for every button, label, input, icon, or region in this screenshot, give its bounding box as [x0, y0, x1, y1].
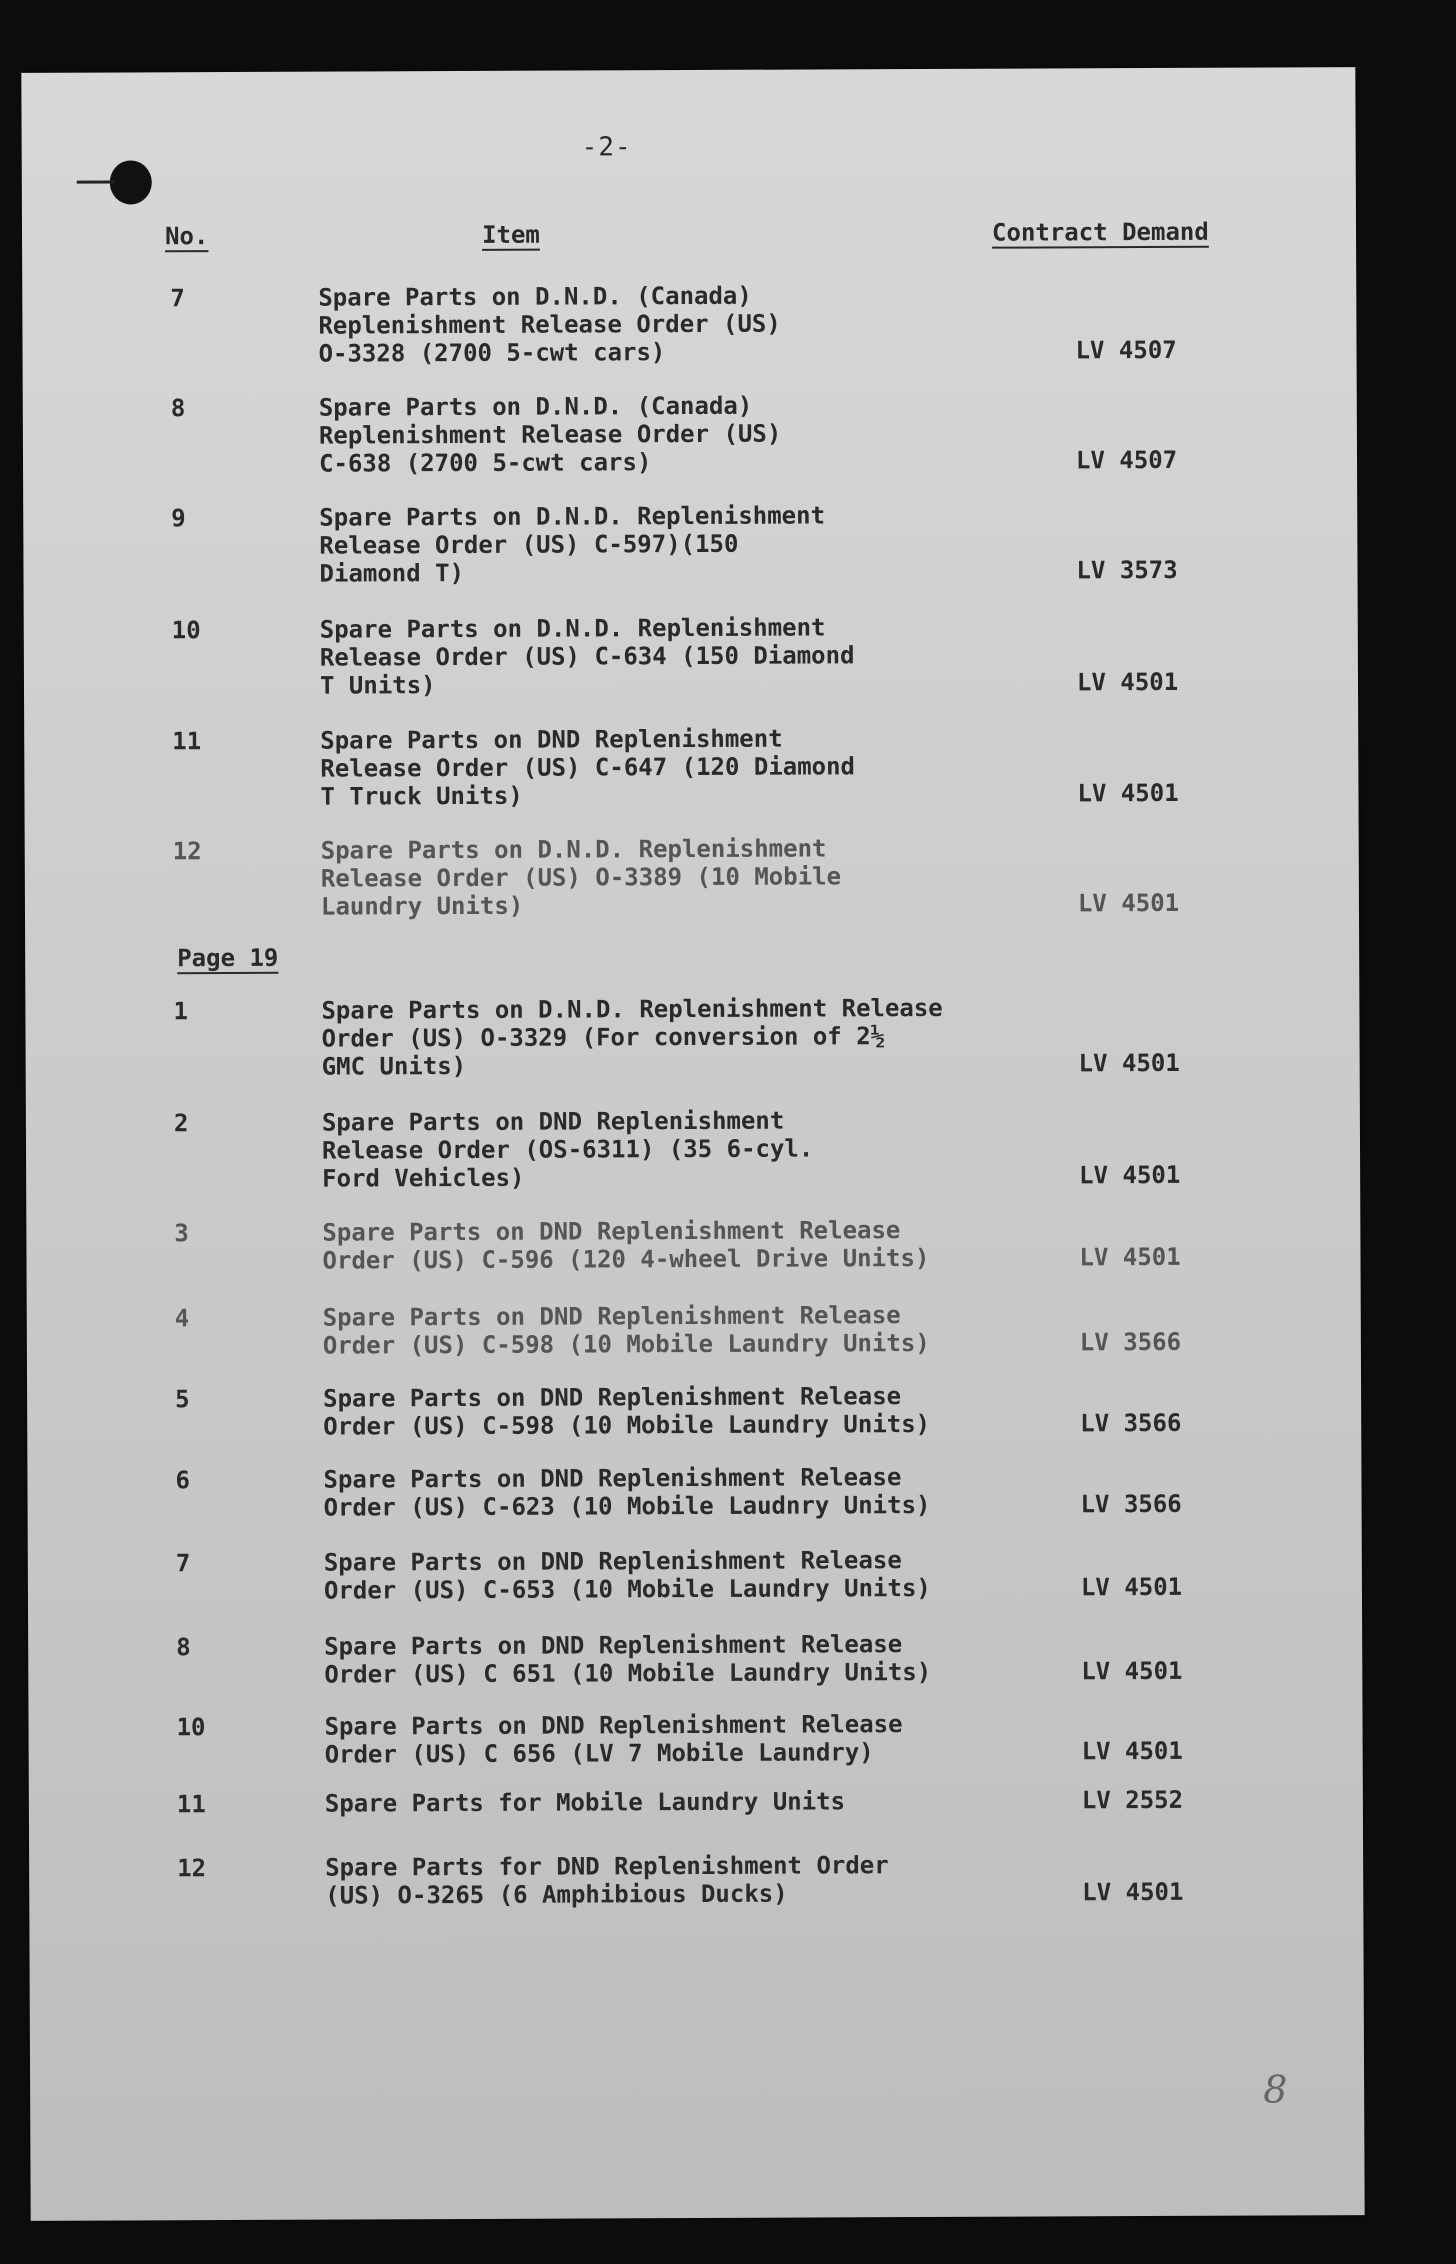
item-line: Replenishment Release Order (US) [318, 419, 782, 450]
row-item [319, 500, 1039, 587]
row-item [321, 833, 1041, 920]
row-item [319, 390, 1039, 477]
contract-demand: LV 4507 [1075, 335, 1177, 365]
item-line: Spare Parts on DND Replenishment Release [324, 1710, 903, 1741]
page-number: -2- [581, 132, 632, 163]
row-number: 5 [175, 1385, 190, 1414]
item-line: T Units) [319, 671, 436, 700]
row-number: 10 [171, 616, 201, 645]
row-number: 11 [176, 1790, 206, 1819]
item-line: T Truck Units) [320, 781, 523, 811]
contract-demand: LV 4507 [1075, 445, 1178, 475]
table-row [29, 1785, 1363, 1819]
contract-demand: LV 4501 [1079, 1160, 1181, 1190]
row-number: 3 [174, 1219, 189, 1248]
contract-demand: LV 3566 [1080, 1489, 1182, 1519]
item-line: (US) O-3265 (6 Amphibious Ducks) [325, 1879, 788, 1910]
row-item [325, 1786, 1045, 1817]
contract-demand: LV 4501 [1080, 1572, 1183, 1602]
item-line: Order (US) O-3329 (For conversion of 2½ [321, 1022, 886, 1053]
item-line: Spare Parts on D.N.D. Replenishment [319, 613, 826, 644]
item-line: Spare Parts on DND Replenishment Release [323, 1463, 902, 1494]
row-number: 6 [175, 1466, 190, 1495]
table-row [28, 1628, 1362, 1689]
header-contract-demand: Contract Demand [991, 217, 1209, 247]
row-number: 1 [173, 997, 188, 1026]
row-item [320, 723, 1040, 810]
pencil-mark: 8 [1263, 2067, 1288, 2112]
item-line: Spare Parts for Mobile Laundry Units [324, 1787, 846, 1818]
row-number: 8 [170, 394, 186, 423]
table-row [28, 1708, 1362, 1769]
table-row [23, 499, 1357, 588]
contract-demand: LV 3566 [1080, 1408, 1182, 1438]
item-line: Release Order (US) C-647 (120 Diamond [320, 752, 856, 783]
item-line: Order (US) C-653 (10 Mobile Laundry Units) [323, 1573, 931, 1605]
item-line: C-638 (2700 5-cwt cars) [318, 448, 652, 478]
contract-demand: LV 4501 [1082, 1877, 1184, 1907]
table-row [22, 279, 1356, 368]
contract-demand: LV 4501 [1077, 778, 1179, 808]
item-line: Spare Parts on D.N.D. (Canada) [318, 281, 752, 312]
item-line: Diamond T) [319, 558, 465, 588]
contract-demand: LV 3573 [1076, 555, 1178, 585]
table-row [26, 1104, 1360, 1193]
item-line: Spare Parts for DND Replenishment Order [325, 1851, 889, 1882]
item-line: Spare Parts on D.N.D. (Canada) [318, 391, 753, 422]
item-line: Spare Parts on DND Replenishment Release [324, 1630, 903, 1661]
item-line: Ford Vehicles) [322, 1163, 525, 1193]
row-number: 2 [173, 1109, 189, 1138]
item-line: Spare Parts on DND Replenishment Release [323, 1546, 902, 1577]
row-item [323, 1300, 1043, 1359]
item-line: Order (US) C-596 (120 4-wheel Drive Units) [322, 1243, 930, 1275]
item-line: O-3328 (2700 5-cwt cars) [318, 338, 666, 368]
item-line: Spare Parts on DND Replenishment Release [323, 1382, 902, 1413]
row-number: 12 [172, 837, 202, 866]
item-line: Order (US) C 651 (10 Mobile Laundry Units) [324, 1657, 932, 1689]
row-item [324, 1709, 1044, 1768]
row-item [318, 280, 1038, 367]
contract-demand: LV 4501 [1077, 888, 1180, 918]
item-line: Replenishment Release Order (US) [318, 309, 781, 340]
section-title: Page 19 [177, 943, 279, 973]
row-item [322, 1215, 1042, 1274]
row-item [323, 1462, 1043, 1521]
contract-demand: LV 4501 [1081, 1736, 1183, 1766]
row-item [321, 993, 1041, 1080]
table-row [25, 992, 1359, 1081]
contract-demand: LV 4501 [1076, 667, 1179, 697]
item-line: GMC Units) [321, 1051, 467, 1081]
contract-demand: LV 4501 [1079, 1242, 1181, 1272]
document-page [21, 67, 1364, 2221]
row-item [324, 1545, 1044, 1604]
header-item: Item [481, 220, 540, 249]
item-line: Order (US) C 656 (LV 7 Mobile Laundry) [324, 1738, 874, 1769]
table-row [27, 1461, 1361, 1522]
row-number: 8 [176, 1633, 191, 1662]
item-line: Spare Parts on DND Replenishment [320, 724, 783, 755]
item-line: Order (US) C-623 (10 Mobile Laudnry Units) [323, 1490, 931, 1522]
row-number: 9 [171, 504, 186, 533]
table-row [27, 1299, 1361, 1360]
contract-demand: LV 3566 [1079, 1327, 1182, 1357]
item-line: Spare Parts on D.N.D. Replenishment [319, 501, 826, 532]
item-line: Order (US) C-598 (10 Mobile Laundry Units) [322, 1328, 930, 1360]
table-row [29, 1849, 1363, 1910]
item-line: Spare Parts on D.N.D. Replenishment Release [321, 993, 943, 1025]
row-item [323, 1381, 1043, 1440]
contract-demand: LV 4501 [1081, 1656, 1183, 1686]
contract-demand: LV 4501 [1078, 1048, 1180, 1078]
row-number: 4 [174, 1304, 190, 1333]
row-number: 10 [176, 1713, 206, 1742]
table-row [24, 722, 1358, 811]
row-item [322, 1105, 1042, 1192]
item-line: Spare Parts on DND Replenishment Release [322, 1301, 901, 1332]
contract-demand: LV 2552 [1081, 1785, 1184, 1815]
item-line: Spare Parts on DND Replenishment Release [322, 1216, 901, 1247]
row-number: 11 [172, 727, 202, 756]
table-row [27, 1380, 1361, 1441]
item-line: Order (US) C-598 (10 Mobile Laundry Units) [323, 1409, 931, 1441]
row-number: 7 [170, 284, 185, 313]
punch-hole-mark [77, 181, 115, 184]
header-no: No. [164, 222, 209, 251]
item-line: Release Order (US) C-597)(150 [319, 529, 739, 560]
item-line: Spare Parts on DND Replenishment [321, 1106, 785, 1137]
punch-hole [110, 160, 152, 204]
row-number: 7 [175, 1549, 191, 1578]
table-row [28, 1544, 1362, 1605]
row-number: 12 [177, 1854, 207, 1883]
item-line: Release Order (OS-6311) (35 6-cyl. [321, 1134, 814, 1165]
row-item [325, 1850, 1045, 1909]
item-line: Release Order (US) C-634 (150 Diamond [319, 641, 855, 672]
row-item [324, 1629, 1044, 1688]
item-line: Laundry Units) [320, 891, 524, 921]
table-row [24, 611, 1358, 700]
row-item [320, 612, 1040, 699]
item-line: Release Order (US) O-3389 (10 Mobile [320, 862, 842, 893]
item-line: Spare Parts on D.N.D. Replenishment [320, 834, 827, 865]
table-row [23, 389, 1357, 478]
table-row [25, 832, 1359, 921]
table-row [26, 1214, 1360, 1275]
